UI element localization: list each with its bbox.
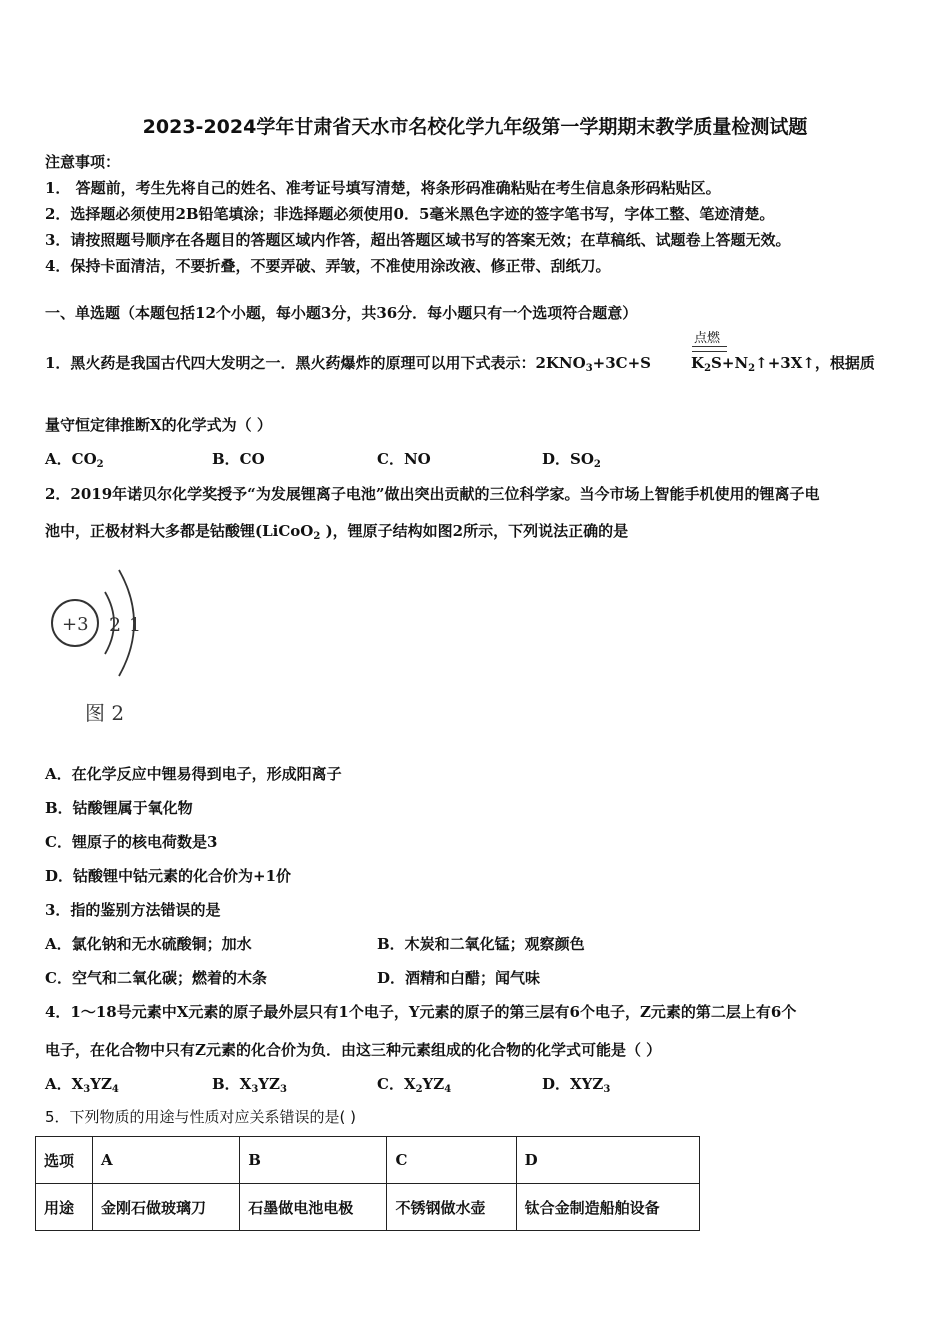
q1-option-b-label: B．CO (212, 450, 265, 468)
q1-option-a[interactable]: A．$CO_2$ (45, 450, 104, 470)
q2-line2-text: 池中，正极材料大多都是钴酸锂(LiCoO (45, 522, 314, 540)
q5-table (35, 1136, 700, 1231)
figure-caption: 图 2 (85, 701, 125, 725)
nucleus-charge: +3 (62, 614, 89, 635)
reaction-condition: 点燃 (694, 331, 721, 346)
q4-option-b[interactable]: B．$X_3YZ_3$ (212, 1075, 287, 1095)
q1-line2: 量守恒定律推断X的化学式为（ ） (45, 416, 272, 434)
table-row (36, 1184, 700, 1231)
shell-2-electrons: 1 (129, 614, 142, 636)
q2-option-b[interactable]: B．钴酸锂属于氧化物 (45, 799, 193, 817)
q3-option-d[interactable]: D．酒精和白醋；闻气味 (377, 969, 541, 987)
q3-option-a[interactable]: A．氯化钠和无水硫酸铜；加水 (45, 935, 252, 953)
table-cell: 金刚石做玻璃刀 (93, 1184, 240, 1231)
q3-stem: 3．指的鉴别方法错误的是 (45, 901, 221, 919)
q2-line2: 池中，正极材料大多都是钴酸锂(LiCoO$_2$ )，锂原子结构如图2所示，下列说法正确的是 (45, 522, 629, 542)
q1-option-d[interactable]: D．$SO_2$ (542, 450, 601, 470)
q4-line2: 电子，在化合物中只有Z元素的化合价为负．由这三种元素组成的化合物的化学式可能是（ ） (45, 1041, 662, 1059)
section-heading: 一、单选题（本题包括12个小题，每小题3分，共36分．每小题只有一个选项符合题意） (45, 304, 638, 322)
notice-item-4: 4．保持卡面清洁，不要折叠，不要弄破、弄皱，不准使用涂改液、修正带、刮纸刀。 (45, 257, 611, 275)
q4-option-c[interactable]: C．$X_2YZ_4$ (377, 1075, 452, 1095)
q4-option-a[interactable]: A．$X_3YZ_4$ (45, 1075, 119, 1095)
table-cell: 不锈钢做水壶 (387, 1184, 516, 1231)
q2-option-d[interactable]: D．钴酸锂中钴元素的化合价为+1价 (45, 867, 292, 885)
table-cell: C (387, 1137, 516, 1184)
q1-option-a-label: A．CO (45, 450, 97, 468)
notice-item-1: 1． 答题前，考生先将自己的姓名、准考证号填写清楚，将条形码准确粘贴在考生信息条形码粘贴区。 (45, 179, 721, 197)
table-cell: B (240, 1137, 387, 1184)
notice-item-3: 3．请按照题号顺序在各题目的答题区域内作答，超出答题区域书写的答案无效；在草稿纸、试题卷上答题无效。 (45, 231, 791, 249)
table-cell: A (93, 1137, 240, 1184)
table-row (36, 1137, 700, 1184)
q2-line1: 2．2019年诺贝尔化学奖授予“为发展锂离子电池”做出突出贡献的三位科学家。当今市场上智能手机使用的锂离子电 (45, 485, 820, 503)
table-cell: 用途 (36, 1184, 93, 1231)
page-title: 2023-2024学年甘肃省天水市名校化学九年级第一学期期末教学质量检测试题 (142, 116, 808, 138)
table-cell: D (516, 1137, 699, 1184)
q2-line2-suffix: )，锂原子结构如图2所示，下列说法正确的是 (325, 522, 629, 540)
q5-stem: 5．下列物质的用途与性质对应关系错误的是( ) (45, 1108, 357, 1126)
table-cell: 选项 (36, 1137, 93, 1184)
q2-option-c[interactable]: C．锂原子的核电荷数是3 (45, 833, 218, 851)
table-cell: 石墨做电池电极 (240, 1184, 387, 1231)
lithium-atom-diagram (45, 560, 155, 730)
q1-option-c-label: C．NO (377, 450, 431, 468)
q3-option-c[interactable]: C．空气和二氧化碳；燃着的木条 (45, 969, 267, 987)
q4-line1: 4．1～18号元素中X元素的原子最外层只有1个电子，Y元素的原子的第三层有6个电子，Z元素的第二层上有6个 (45, 1003, 797, 1021)
notice-item-2: 2．选择题必须使用2B铅笔填涂；非选择题必须使用0．5毫米黑色字迹的签字笔书写，字体工整、笔迹清楚。 (45, 205, 775, 223)
q2-option-a[interactable]: A．在化学反应中锂易得到电子，形成阳离子 (45, 765, 342, 783)
notice-heading: 注意事项： (45, 153, 121, 171)
q3-option-b[interactable]: B．木炭和二氧化锰；观察颜色 (377, 935, 585, 953)
q1-text: 1．黑火药是我国古代四大发明之一．黑火药爆炸的原理可以用下式表示：2KNO (45, 354, 586, 372)
q1-option-d-label: D．SO (542, 450, 594, 468)
q1-line1: 1．黑火药是我国古代四大发明之一．黑火药爆炸的原理可以用下式表示：$2KNO_3+3C+S$ $K_2S+N_2↑+3X↑$，根据质 (45, 354, 875, 374)
shell-1-electrons: 2 (109, 614, 122, 636)
table-cell: 钛合金制造船舶设备 (516, 1184, 699, 1231)
q4-option-d[interactable]: D．$XYZ_3$ (542, 1075, 611, 1095)
q1-option-b[interactable] (212, 448, 265, 469)
q1-option-c[interactable] (377, 448, 431, 469)
